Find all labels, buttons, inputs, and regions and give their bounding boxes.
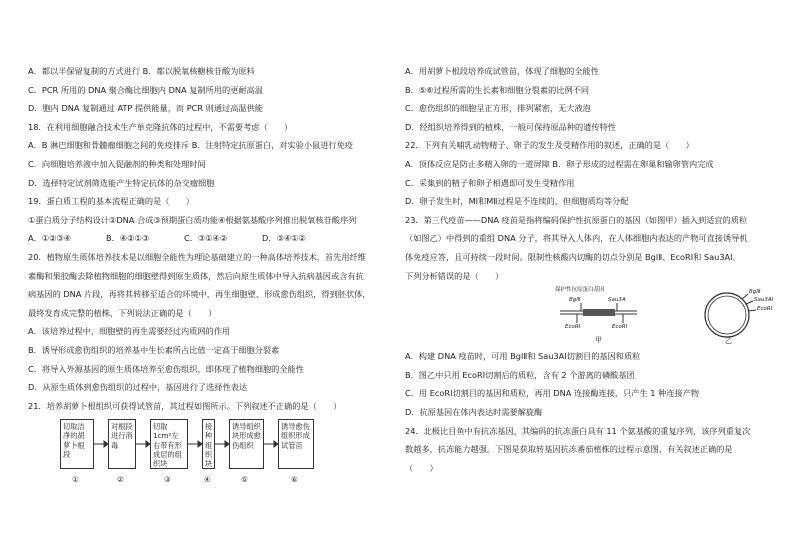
text-line: D．抗原基因在体内表达时需要解旋酶 bbox=[405, 406, 543, 417]
text-line: 下列分析错误的是（ ） bbox=[405, 270, 504, 281]
right-column bbox=[405, 66, 777, 481]
flow-step-4: 接种组织块 bbox=[202, 419, 215, 469]
text-line: （如图乙）中得到的重组 DNA 分子，将其导入人体内，在人体细胞内表达的产物可直接诱导机 bbox=[405, 233, 748, 244]
option-c: C．③①④② bbox=[184, 233, 228, 244]
text-line: 数越多，抗冻能力越强。下图是获取转基因抗冻番茄植株的过程示意图，有关叙述正确的是 bbox=[405, 444, 733, 455]
flow-num-2: ② bbox=[117, 475, 124, 485]
text-line: C．向细胞培养液中加入促融剂的种类和处理时间 bbox=[28, 158, 206, 169]
text-line: D．选择特定试剂筛选能产生特定抗体的杂交瘤细胞 bbox=[28, 177, 215, 188]
figure-label-a: 甲 bbox=[595, 336, 602, 345]
sau-site: Sau3A bbox=[608, 297, 626, 304]
figure-label-b: 乙 bbox=[725, 337, 732, 346]
text-line: C．将导入外源基因的原生质体培养至愈伤组织，即体现了植物细胞的全能性 bbox=[28, 363, 304, 374]
tissue-culture-flowchart bbox=[28, 419, 378, 491]
plasmid-bgl-site: BglⅡ bbox=[749, 289, 761, 296]
flow-num-6: ⑥ bbox=[291, 475, 298, 485]
question-21: 21．培养胡萝卜根组织可获得试管苗，其过程如图所示。下列叙述不正确的是（ ） bbox=[28, 400, 342, 411]
question-18: 18．在利用细胞融合技术生产单克隆抗体的过程中，不需要考虑（ ） bbox=[28, 121, 293, 132]
text-line: D．胞内 DNA 复制通过 ATP 提供能量，而 PCR 则通过高温供能 bbox=[28, 103, 263, 114]
text-line: B．图乙中只用 EcoRⅠ切割后的质粒，含有 2 个游离的磷酸基团 bbox=[405, 369, 635, 380]
gene-plasmid-figure bbox=[405, 287, 777, 347]
text-line: A．都以半保留复制的方式进行 B．都以脱氧核糖核苷酸为原料 bbox=[28, 66, 255, 76]
flow-step-2: 对根段进行消毒 bbox=[108, 419, 136, 469]
text-line: （ ） bbox=[405, 462, 438, 473]
question-24: 24．北极比目鱼中有抗冻基因，其编码的抗冻蛋白具有 11 个氨基酸的重复序列，该序列重复次 bbox=[405, 425, 751, 436]
text-line: C．愈伤组织的细胞呈正方形，排列紧密，无大液泡 bbox=[405, 103, 591, 114]
figure-drawing bbox=[405, 287, 777, 349]
gene-label: 保护性抗原蛋白基因 bbox=[555, 287, 605, 294]
flow-num-1: ① bbox=[72, 475, 79, 485]
flow-step-5: 诱导组织块形成愈伤组织 bbox=[229, 419, 264, 469]
plasmid-sau-site: Sau3AⅠ bbox=[754, 297, 774, 304]
text-line: A．用胡萝卜根段培养成试管苗，体现了细胞的全能性 bbox=[405, 66, 599, 76]
eco-site-right: EcoRⅠ bbox=[612, 324, 628, 331]
text-line: 最终发育成完整的植株，下列说法正确的是（ ） bbox=[28, 307, 217, 318]
text-line: 素酶和果胶酶去除植物细胞的细胞壁得到原生质体，然后向原生质体中导入抗病基因或含有抗 bbox=[28, 270, 364, 281]
text-line: C．PCR 所用的 DNA 聚合酶比细胞内 DNA 复制所用的更耐高温 bbox=[28, 84, 263, 95]
text-line: D．经组织培养得到的植株，一般可保持原品种的遗传特性 bbox=[405, 121, 616, 132]
text-line: A．顶体反应是防止多精入卵的一道屏障 B．卵子形成的过程需在卵巢和输卵管内完成 bbox=[405, 158, 714, 169]
eco-site-left: EcoRⅠ bbox=[565, 324, 581, 331]
text-line: A．该培养过程中，细胞壁的再生需要经过内质网的作用 bbox=[28, 326, 231, 337]
text-line: D．卵子发生时，MⅠ和MⅡ过程是不连续的，但细胞质均等分配 bbox=[405, 196, 629, 207]
question-22: 22．下列有关哺乳动物精子、卵子的发生及受精作用的叙述，正确的是（ ） bbox=[405, 140, 694, 151]
text-line: C．采集到的精子和卵子相遇即可发生受精作用 bbox=[405, 177, 575, 188]
target-gene bbox=[583, 309, 615, 316]
flow-num-3: ③ bbox=[164, 475, 171, 485]
left-column bbox=[28, 66, 378, 497]
text-line: B．⑤⑥过程所需的生长素和细胞分裂素的比例不同 bbox=[405, 84, 590, 95]
text-line: C．用 EcoRⅠ切割目的基因和质粒，再用 DNA 连接酶连接，只产生 1 种连接产物 bbox=[405, 388, 700, 399]
flow-step-6: 诱导愈伤组织形成试管苗 bbox=[278, 419, 314, 469]
text-line: D．从原生质体到愈伤组织的过程中，基因进行了选择性表达 bbox=[28, 382, 248, 393]
flow-step-1: 切取洁净的胡萝卜根段 bbox=[60, 419, 94, 469]
plasmid-eco-site: EcoRⅠ bbox=[757, 306, 773, 313]
flow-num-4: ④ bbox=[204, 475, 211, 485]
text-line: 病基因的 DNA 片段，再将其转移至适合的环境中，再生细胞壁、形成愈伤组织，得到胚状体， bbox=[28, 289, 371, 300]
text-line: ①蛋白质分子结构设计②DNA 合成③预期蛋白质功能④根据氨基酸序列推出脱氧核苷酸序列 bbox=[28, 214, 357, 225]
option-d: D．③④①② bbox=[262, 233, 306, 244]
flow-step-3: 切取1cm²左右带有形成层的组织块 bbox=[150, 419, 188, 469]
text-line: B．诱导形成愈伤组织的培养基中生长素所占比值一定高于细胞分裂素 bbox=[28, 344, 280, 355]
option-b: B．④②①③ bbox=[106, 233, 150, 244]
text-line: A．B 淋巴细胞和骨髓瘤细胞之间的免疫排斥 B．注射特定抗原蛋白，对实验小鼠进行免疫 bbox=[28, 140, 353, 151]
text-line: A．构建 DNA 疫苗时，可用 BglⅡ和 Sau3AⅠ切割目的基因和质粒 bbox=[405, 351, 641, 362]
option-a: A．①②③④ bbox=[28, 233, 72, 244]
bgl-site: BglⅡ bbox=[569, 297, 581, 304]
question-19: 19．蛋白质工程的基本流程正确的是（ ） bbox=[28, 196, 194, 207]
question-19-options bbox=[28, 233, 378, 243]
text-line: 体免疫应答，且可持续一段时间。限制性核酸内切酶的切点分别是 BglⅡ、EcoRⅠ和 Sau3AⅠ。 bbox=[405, 251, 741, 262]
flow-num-5: ⑤ bbox=[241, 475, 248, 485]
plasmid-circle bbox=[705, 293, 749, 337]
question-23: 23．第三代疫苗——DNA 疫苗是指将编码保护性抗原蛋白的基因（如图甲）插入到适宜的质粒 bbox=[405, 214, 748, 225]
question-20: 20．植物原生质体培养技术是以细胞全能性为理论基础建立的一种高体培养技术，首先用纤维 bbox=[28, 251, 366, 262]
